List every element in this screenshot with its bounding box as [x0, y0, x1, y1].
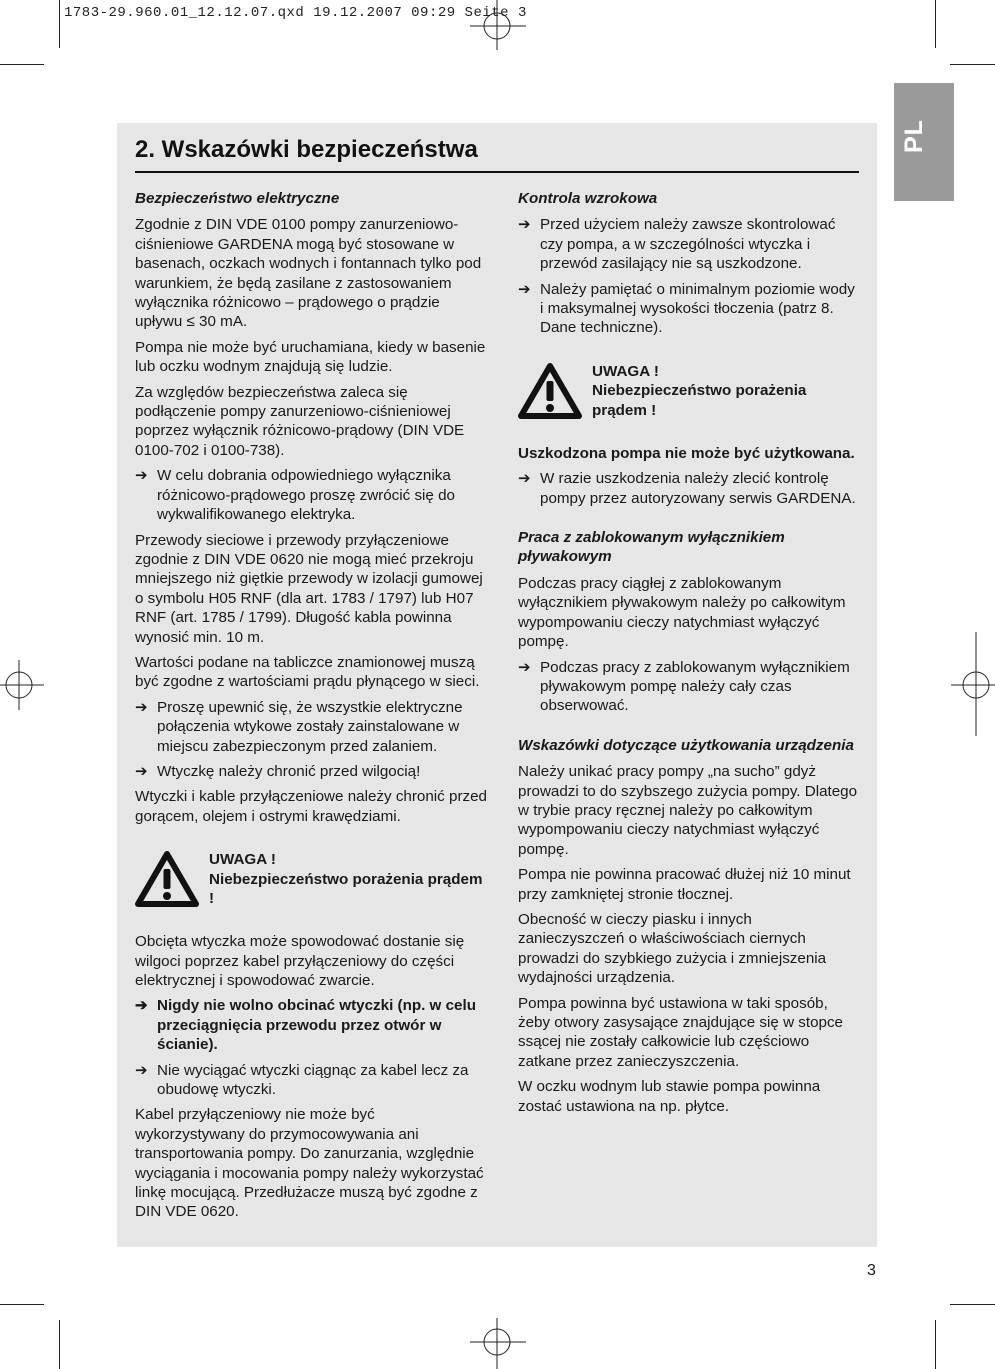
paragraph: Należy unikać pracy pompy „na sucho” gdyż prowadzi to do szybszego zużycia pompy. Dlatego w trybie pracy ręcznej należy po całkowitym wypompowaniu cieczy natychmiast wyłączyć pompę. — [518, 763, 858, 858]
crop-mark — [935, 0, 936, 48]
bullet-text: W celu dobrania odpowiedniego wyłącznika różnicowo-prądowego proszę zwrócić się do wykwalifikowanego elektryka. — [157, 467, 455, 524]
warning-title: UWAGA ! — [209, 851, 276, 869]
bullet-item — [135, 762, 488, 781]
bullet-item — [518, 280, 860, 338]
arrow-icon: ➔ — [518, 216, 531, 234]
warning-triangle-icon — [518, 362, 582, 420]
arrow-icon: ➔ — [135, 698, 148, 716]
page-number: 3 — [867, 1262, 876, 1279]
bullet-item — [135, 996, 488, 1054]
warning-text: Niebezpieczeństwo porażenia prądem ! — [209, 870, 483, 907]
paragraph: Wtyczki i kable przyłączeniowe należy chronić przed gorącem, olejem i ostrymi krawędziami. — [135, 788, 487, 825]
arrow-icon: ➔ — [518, 470, 531, 488]
paragraph: Wartości podane na tabliczce znamionowej muszą być zgodne z wartościami prądu płynącego w sieci. — [135, 653, 480, 691]
bullet-text: Nie wyciągać wtyczki ciągnąc za kabel lecz za obudowę wtyczki. — [157, 1061, 469, 1099]
section-heading: Praca z zablokowanym wyłącznikiem pływakowym — [518, 529, 785, 566]
registration-mark-icon — [470, 0, 526, 50]
right-column — [518, 189, 860, 1122]
bullet-text: Nigdy nie wolno obcinać wtyczki (np. w celu przeciągnięcia przewodu przez otwór w ścianie). — [157, 997, 476, 1054]
registration-mark-icon — [470, 1318, 526, 1369]
crop-mark — [950, 64, 995, 65]
language-tab — [894, 83, 954, 201]
bullet-text: W razie uszkodzenia należy zlecić kontrolę pompy przez autoryzowany serwis GARDENA. — [540, 470, 856, 507]
registration-mark-icon — [951, 632, 995, 736]
bullet-item — [518, 469, 860, 508]
left-column — [135, 189, 488, 1228]
crop-mark — [0, 64, 44, 65]
paragraph: Przewody sieciowe i przewody przyłączeniowe zgodnie z DIN VDE 0620 nie mogą mieć przekroju mniejszego niż giętkie przewody w izolacji gumowej o symbolu H05 RNF (dla art. 1783 / 1797) lub H07 RNF (art. 1785 / 1799). Długość kabla powinna wynosić min. 10 m. — [135, 531, 483, 646]
language-code: PL — [900, 119, 928, 153]
bullet-item — [135, 466, 488, 524]
paragraph: Pompa powinna być ustawiona w taki sposób, żeby otwory zasysające znajdujące się w stopce ssącej nie zostały całkowicie lub częściowo zatkane przez zanieczyszczenia. — [518, 994, 844, 1070]
paragraph: Obcięta wtyczka może spowodować dostanie się wilgoci poprzez kabel przyłączeniowy do części elektrycznej i spowodować zwarcie. — [135, 933, 465, 989]
crop-mark — [59, 1320, 60, 1369]
paragraph: Pompa nie powinna pracować dłużej niż 10 minut przy zamkniętej stronie tłocznej. — [518, 866, 851, 903]
crop-mark — [935, 1320, 936, 1369]
warning-triangle-icon — [135, 850, 199, 908]
arrow-icon: ➔ — [518, 658, 531, 676]
paragraph: Zgodnie z DIN VDE 0100 pompy zanurzeniowo-ciśnieniowe GARDENA mogą być stosowane w basenach, oczkach wodnych i fontannach tylko pod warunkiem, że będą zasilane z zastosowaniem wyłącznika różnicowo – prądowego o prądzie upływu ≤ 30 mA. — [135, 216, 482, 331]
paragraph: Kabel przyłączeniowy nie może być wykorzystywany do przymocowywania ani transportowania pompy. Do zanurzania, względnie wyciągania i mocowania pompy należy wykorzystać linkę mocującą. Przedłużacze muszą być zgodne z DIN VDE 0620. — [135, 1106, 484, 1221]
arrow-icon: ➔ — [135, 1061, 148, 1079]
paragraph: Podczas pracy ciągłej z zablokowanym wyłącznikiem pływakowym należy po całkowitym wypompowaniu cieczy natychmiast wyłączyć pompę. — [518, 574, 846, 651]
paragraph: Obecność w cieczy piasku i innych zanieczyszczeń o właściwościach ciernych prowadzi do szybkiego zużycia i zmniejszenia wydajności urządzenia. — [518, 910, 827, 987]
bullet-text: Należy pamiętać o minimalnym poziomie wody i maksymalnej wysokości tłoczenia (patrz 8. Dane techniczne). — [540, 280, 855, 337]
arrow-icon: ➔ — [135, 467, 148, 485]
crop-mark — [59, 0, 60, 48]
section-heading: Bezpieczeństwo elektryczne — [135, 190, 340, 207]
print-header: 1783-29.960.01_12.12.07.qxd 19.12.2007 09:29 Seite 3 — [64, 5, 527, 21]
title-divider — [135, 171, 859, 173]
crop-mark — [0, 1304, 44, 1305]
bullet-text: Podczas pracy z zablokowanym wyłącznikiem pływakowym pompę należy cały czas obserwować. — [540, 658, 850, 715]
arrow-icon: ➔ — [135, 762, 148, 780]
paragraph: Za względów bezpieczeństwa zaleca się podłączenie pompy zanurzeniowo-ciśnieniowej poprzez wyłącznik różnicowo-prądowy (DIN VDE 0100-702 i 0100-738). — [135, 383, 465, 459]
paragraph: Pompa nie może być uruchamiana, kiedy w basenie lub oczku wodnym znajdują się ludzie. — [135, 338, 486, 376]
registration-mark-icon — [0, 660, 44, 710]
bullet-item — [518, 215, 860, 273]
warning-box — [135, 850, 488, 914]
bullet-item — [135, 698, 488, 756]
bullet-text: Proszę upewnić się, że wszystkie elektryczne połączenia wtykowe zostały zainstalowane w miejscu zabezpieczonym przed zalaniem. — [157, 698, 463, 755]
warning-text: Niebezpieczeństwo porażenia prądem ! — [592, 382, 807, 419]
bullet-text: Przed użyciem należy zawsze skontrolować czy pompa, a w szczególności wtyczka i przewód zasilający nie są uszkodzone. — [540, 216, 836, 273]
bullet-text: Wtyczkę należy chronić przed wilgocią! — [157, 762, 421, 780]
bullet-item — [518, 658, 860, 716]
crop-mark — [950, 1304, 995, 1305]
section-heading: Wskazówki dotyczące użytkowania urządzenia — [518, 736, 854, 754]
page-title: 2. Wskazówki bezpieczeństwa — [135, 136, 478, 163]
bullet-item — [135, 1061, 488, 1100]
warning-title: UWAGA ! — [592, 362, 659, 380]
arrow-icon: ➔ — [518, 280, 531, 298]
arrow-icon: ➔ — [135, 997, 148, 1015]
warning-box — [518, 362, 860, 426]
bold-subheading: Uszkodzona pompa nie może być użytkowana. — [518, 444, 855, 462]
section-heading: Kontrola wzrokowa — [518, 190, 658, 207]
paragraph: W oczku wodnym lub stawie pompa powinna zostać ustawiona na np. płytce. — [518, 1078, 821, 1115]
